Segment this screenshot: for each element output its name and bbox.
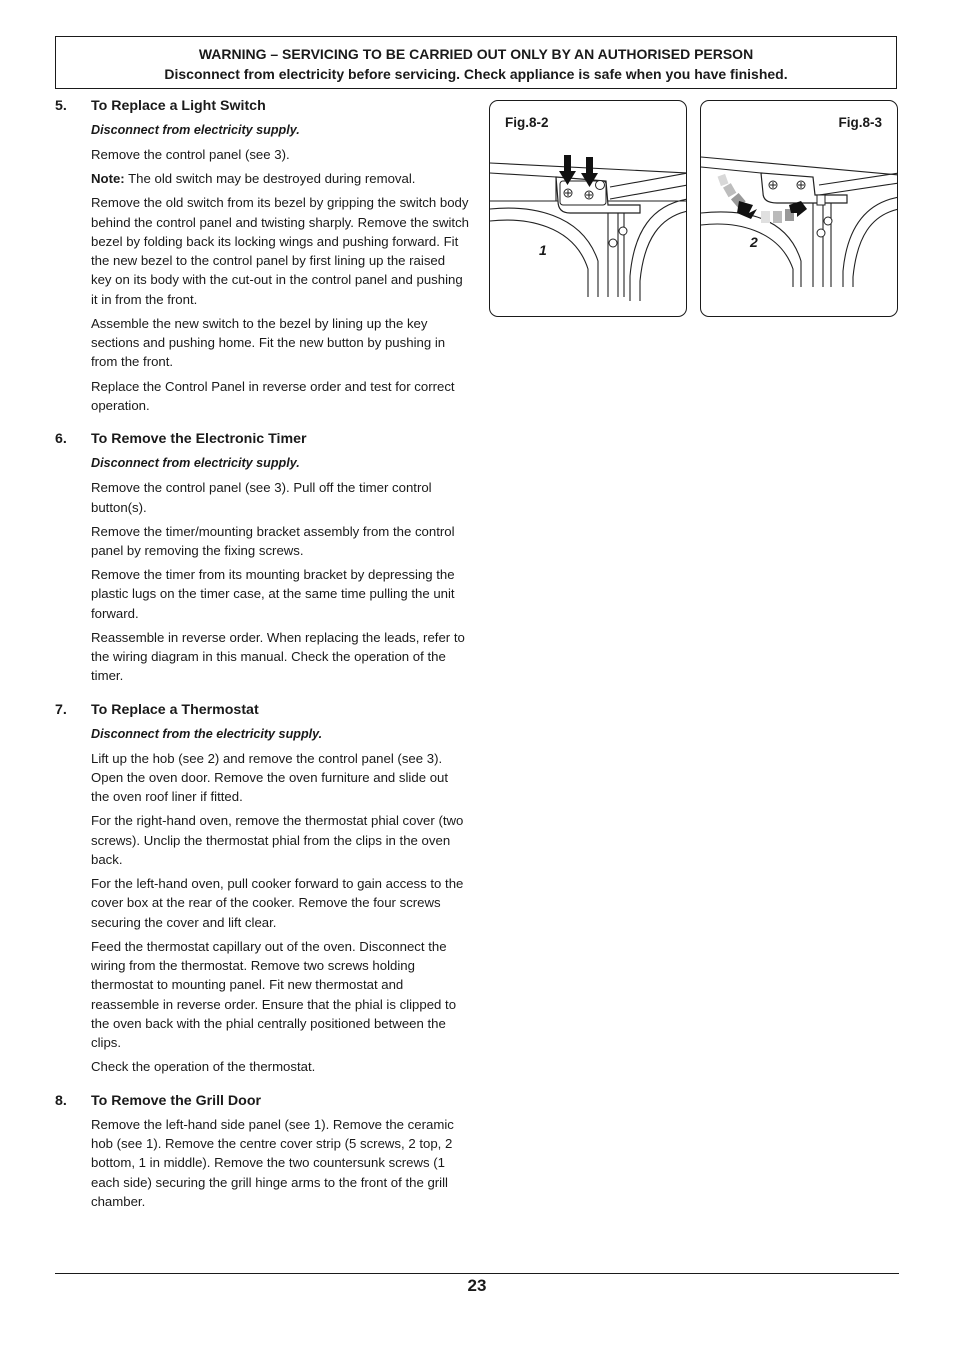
section-thermostat bbox=[55, 700, 469, 1077]
paragraph: Reassemble in reverse order. When replacing the leads, refer to the wiring diagram in this manual. Check the operation of the timer. bbox=[91, 629, 465, 684]
oven-bracket-rotate-illustration bbox=[701, 101, 898, 317]
note-paragraph bbox=[91, 169, 469, 188]
paragraph: For the left-hand oven, pull cooker forward to gain access to the cover box at the rear of the cooker. Remove the four screws securing the cover and lift clear. bbox=[91, 876, 464, 930]
figure-8-3 bbox=[700, 100, 898, 317]
figure-label: Fig.8-3 bbox=[838, 115, 882, 130]
section-number: 7. bbox=[55, 701, 67, 718]
paragraph: Replace the Control Panel in reverse order and test for correct operation. bbox=[91, 378, 455, 413]
step-number: 2 bbox=[750, 234, 758, 250]
paragraph: Remove the control panel (see 3). Pull off the timer control button(s). bbox=[91, 480, 432, 515]
paragraph: Assemble the new switch to the bezel by lining up the key sections and pushing home. Fit the new button by pushing in from the front. bbox=[91, 315, 446, 370]
note-text: The old switch may be destroyed during removal. bbox=[124, 171, 416, 187]
section-title: To Replace a Light Switch bbox=[91, 98, 266, 114]
paragraph: Remove the timer from its mounting bracket by depressing the plastic lugs on the timer case, at the same time pulling the unit forward. bbox=[91, 567, 455, 621]
safety-instruction: Disconnect from the electricity supply. bbox=[91, 726, 323, 741]
safety-instruction: Disconnect from electricity supply. bbox=[91, 456, 300, 471]
section-title: To Remove the Electronic Timer bbox=[91, 431, 307, 448]
warning-subtitle: Disconnect from electricity before servicing. Check appliance is safe when you have finished. bbox=[164, 66, 788, 82]
paragraph: For the right-hand oven, remove the thermostat phial cover (two screws). Unclip the thermostat phial from the clips in the oven back. bbox=[91, 813, 464, 867]
figure-label: Fig.8-2 bbox=[505, 115, 549, 130]
section-grill-door bbox=[55, 1091, 469, 1211]
page-number: 23 bbox=[467, 1276, 487, 1295]
section-number: 5. bbox=[55, 98, 67, 114]
section-number: 8. bbox=[55, 1092, 67, 1109]
step-number: 1 bbox=[539, 242, 547, 258]
footer-divider bbox=[55, 1273, 899, 1274]
paragraph: Remove the old switch from its bezel by gripping the switch body behind the control panel and twisting sharply. Remove the switch bezel by folding back its locking wings and pushing forward. Fit the new bezel to the control panel by first lining up the raised key on its body with the cut-out in the control panel and pushing it in from the front. bbox=[91, 195, 470, 307]
warning-banner bbox=[55, 36, 897, 89]
section-title: To Replace a Thermostat bbox=[91, 701, 259, 718]
paragraph: Feed the thermostat capillary out of the oven. Disconnect the wiring from the thermostat. Remove two screws holding thermostat to mounting panel. Fit new thermostat and reassemble in reverse order. Ensure that the phial is clipped to the oven back with the phial centrally positioned between the clips. bbox=[91, 938, 457, 1051]
instructions-column bbox=[55, 96, 469, 1225]
paragraph: Remove the timer/mounting bracket assembly from the control panel by removing the fixing screws. bbox=[91, 523, 455, 558]
safety-instruction: Disconnect from electricity supply. bbox=[91, 123, 300, 137]
paragraph: Remove the left-hand side panel (see 1). Remove the ceramic hob (see 1). Remove the centre cover strip (5 screws, 2 top, 2 bottom, 1 in middle). Remove the two countersunk screws (1 each side) securing the grill hinge arms to the front of the grill chamber. bbox=[91, 1116, 454, 1209]
section-title: To Remove the Grill Door bbox=[91, 1092, 262, 1109]
paragraph: Check the operation of the thermostat. bbox=[91, 1059, 316, 1075]
note-label: Note: bbox=[91, 171, 125, 187]
section-electronic-timer bbox=[55, 429, 469, 685]
figure-8-2 bbox=[489, 100, 687, 317]
paragraph: Lift up the hob (see 2) and remove the control panel (see 3). Open the oven door. Remove the oven furniture and slide out the oven roof liner if fitted. bbox=[91, 750, 449, 805]
section-number: 6. bbox=[55, 431, 67, 448]
paragraph: Remove the control panel (see 3). bbox=[91, 147, 290, 163]
oven-bracket-press-illustration bbox=[490, 101, 687, 317]
section-light-switch bbox=[55, 96, 469, 415]
warning-title: WARNING – SERVICING TO BE CARRIED OUT ONLY BY AN AUTHORISED PERSON bbox=[198, 46, 754, 62]
